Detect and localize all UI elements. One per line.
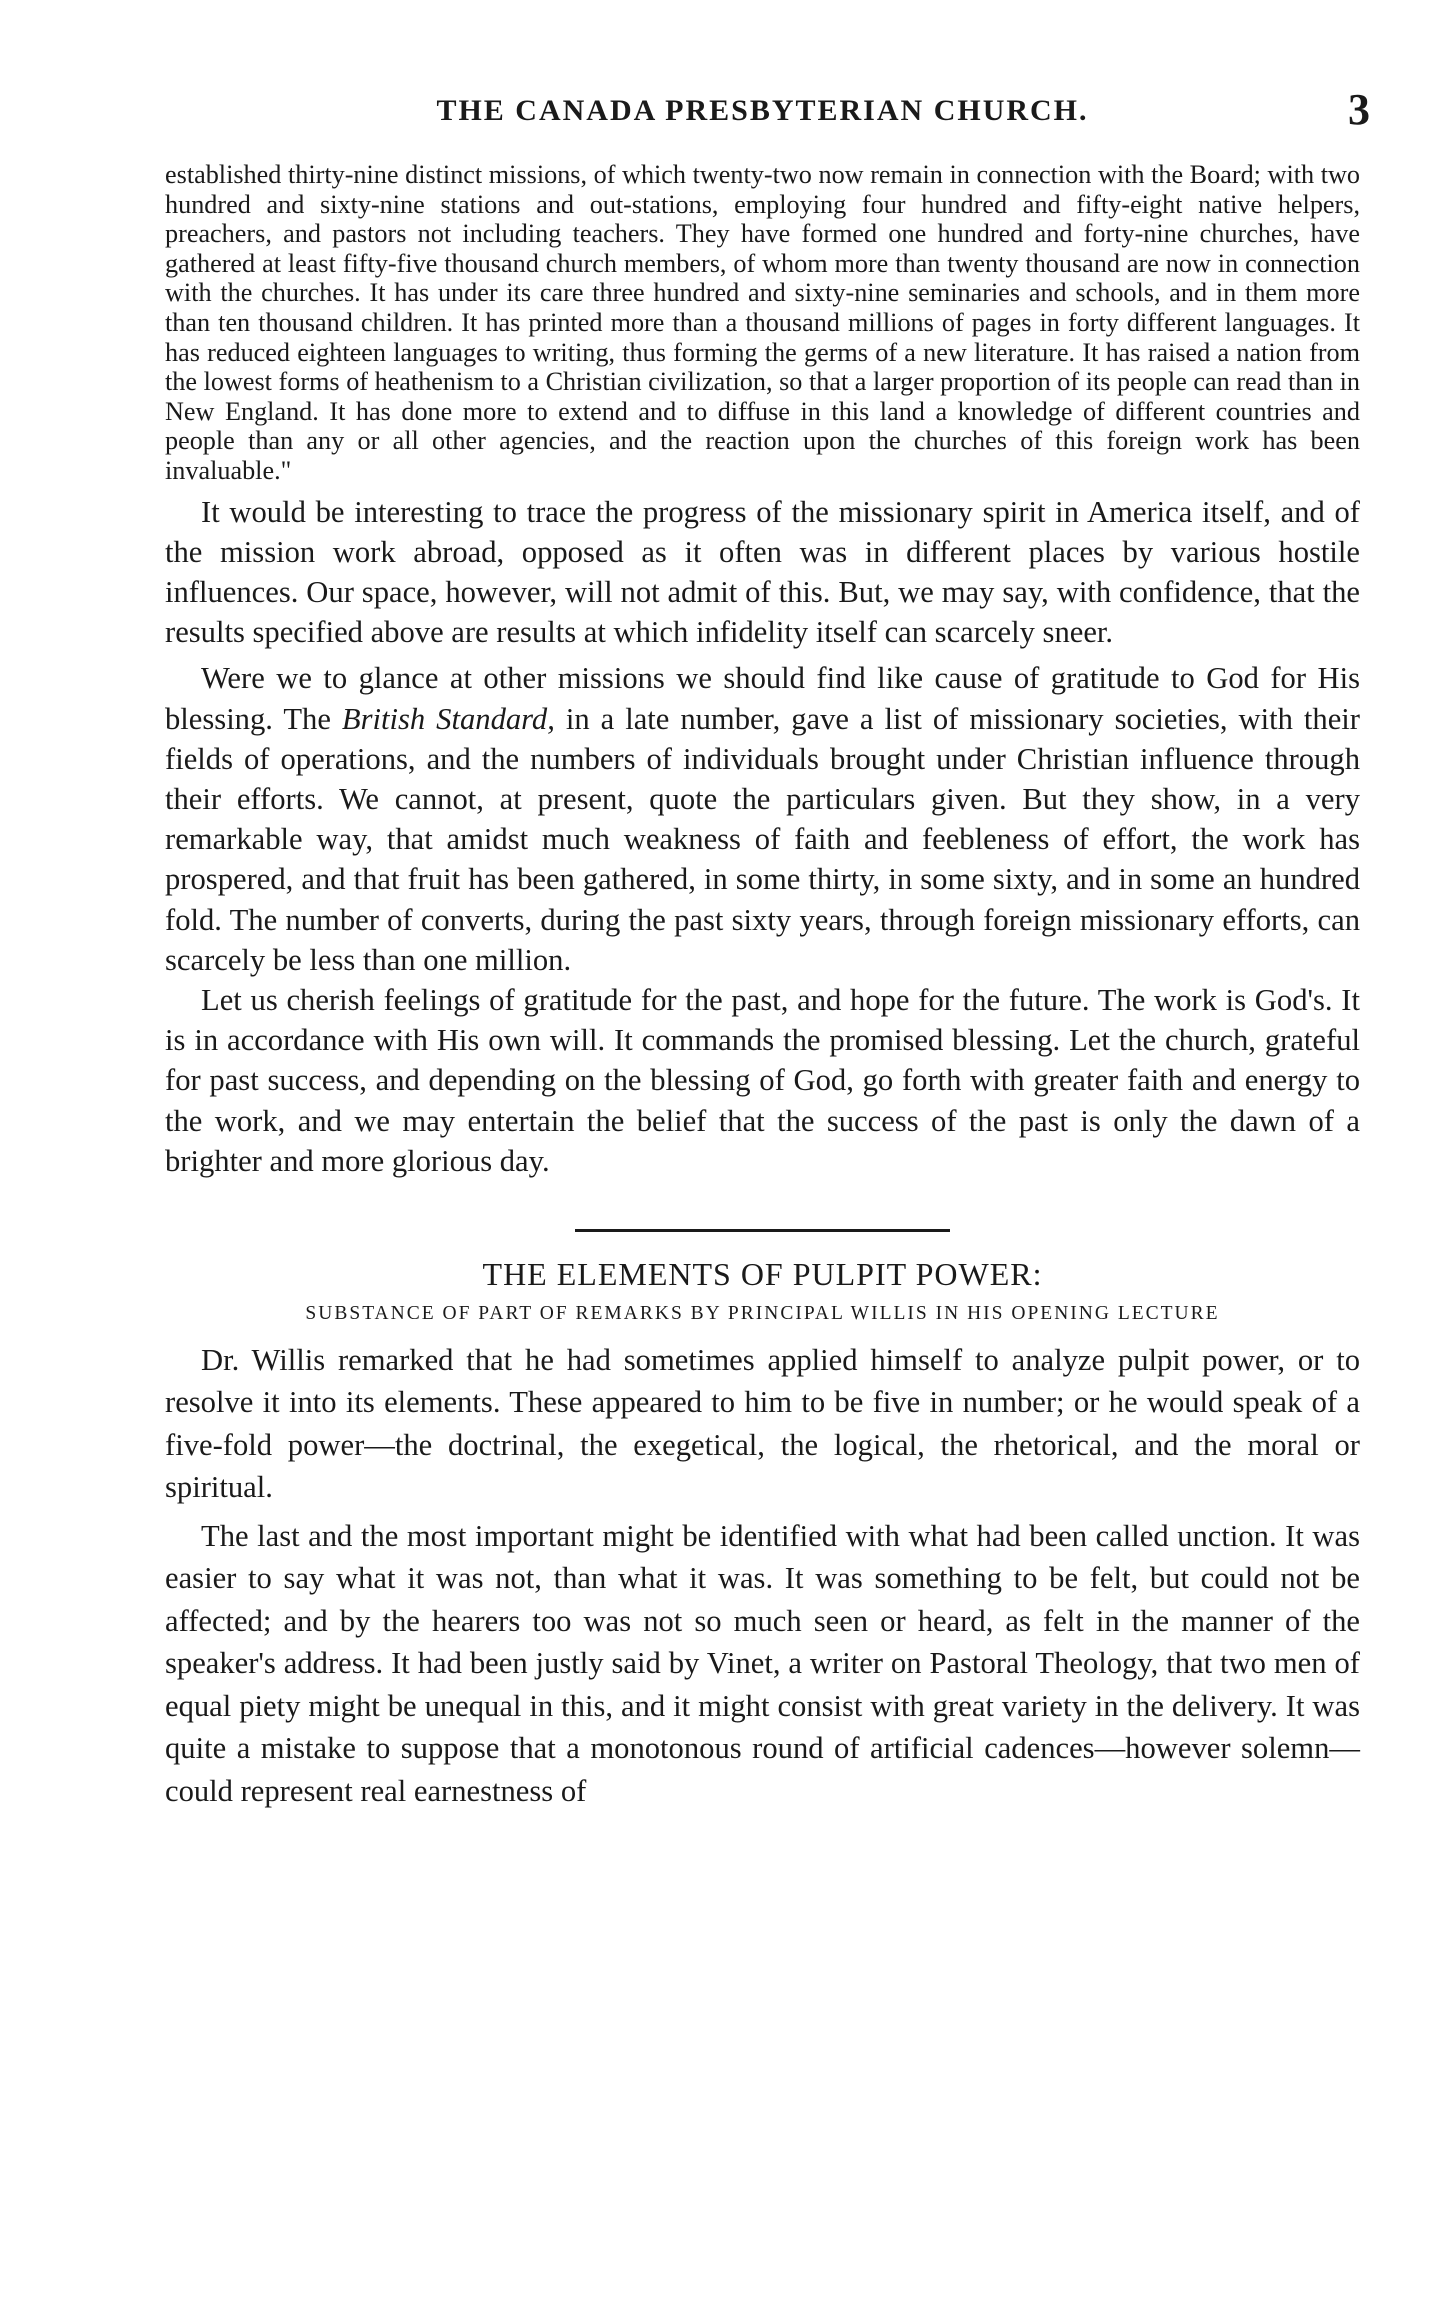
section-divider [575, 1229, 950, 1232]
section-paragraph-elements: Dr. Willis remarked that he had sometimes applied himself to analyze pulpit power, or to resolve it into its elements. These appeared to him to be five in number; or he would speak of a five-fold power—the doctrinal, the exegetical, the logical, the rhetorical, and the moral or spiritual. [165, 1342, 1360, 1505]
running-head [165, 80, 1370, 140]
paragraph-missionary-spirit: It would be interesting to trace the progress of the missionary spirit in America itself, and of the mission work abroad, opposed as it often was in different places by various hostile influences. Our space, however, will not admit of this. But, we may say, with confidence, that the results specified above are results at which infidelity itself can scarcely sneer. [165, 494, 1360, 650]
publication-title: British Standard, [341, 701, 555, 736]
running-title: THE CANADA PRESBYTERIAN CHURCH. [436, 94, 1089, 127]
quoted-paragraph: established thirty-nine distinct missions, of which twenty-two now remain in connection with the Board; with two hundred and sixty-nine stations and out-stations, employing four hundred and fifty-eight native helpers, preachers, and pastors not including teachers. They have formed one hundred and forty-nine churches, have gathered at least fifty-five thousand church members, of whom more than twenty thousand are now in connection with the churches. It has under its care three hundred and sixty-nine seminaries and schools, and in them more than ten thousand children. It has printed more than a thousand millions of pages in forty different languages. It has reduced eighteen languages to writing, thus forming the germs of a new literature. It has raised a nation from the lowest forms of heathenism to a Christian civilization, so that a larger proportion of its people can read than in New England. It has done more to extend and to diffuse in this land a knowledge of different countries and people than any or all other agencies, and the reaction upon the churches of this foreign work has been invaluable." [165, 160, 1360, 485]
section-subtitle: SUBSTANCE OF PART OF REMARKS BY PRINCIPAL WILLIS IN HIS OPENING LECTURE [305, 1302, 1220, 1324]
paragraph-other-missions-rest: in a late number, gave a list of missionary societies, with their fields of operations, and the numbers of individuals brought under Christian influence through their efforts. We cannot, at present, quote the particulars given. But they show, in a very remarkable way, that amidst much weakness of faith and feebleness of effort, the work has prospered, and that fruit has been gathered, in some thirty, in some sixty, and in some an hundred fold. The number of converts, during the past sixty years, through foreign missionary efforts, can scarcely be less than one million. [165, 701, 1360, 977]
paragraph-other-missions-start: Were we to glance at other missions we should find like cause of gratitude to God for His blessing. The [165, 661, 1360, 736]
page-number: 3 [1348, 85, 1370, 134]
section-paragraph-unction: The last and the most important might be identified with what had been called unction. It was easier to say what it was not, than what it was. It was something to be felt, but could not be affected; and by the hearers too was not so much seen or heard, as felt in the manner of the speaker's address. It had been justly said by Vinet, a writer on Pastoral Theology, that two men of equal piety might be unequal in this, and it might consist with great variety in the delivery. It was quite a mistake to suppose that a monotonous round of artificial cadences—however solemn—could represent real earnestness of [165, 1518, 1360, 1808]
page [165, 80, 1370, 1812]
paragraph-gratitude: Let us cherish feelings of gratitude for the past, and hope for the future. The work is God's. It is in accordance with His own will. It commands the promised blessing. Let the church, grateful for past success, and depending on the blessing of God, go forth with greater faith and energy to the work, and we may entertain the belief that the success of the past is only the dawn of a brighter and more glorious day. [165, 982, 1360, 1178]
section-title: THE ELEMENTS OF PULPIT POWER: [482, 1255, 1043, 1292]
paragraph-other-missions [165, 658, 1360, 980]
